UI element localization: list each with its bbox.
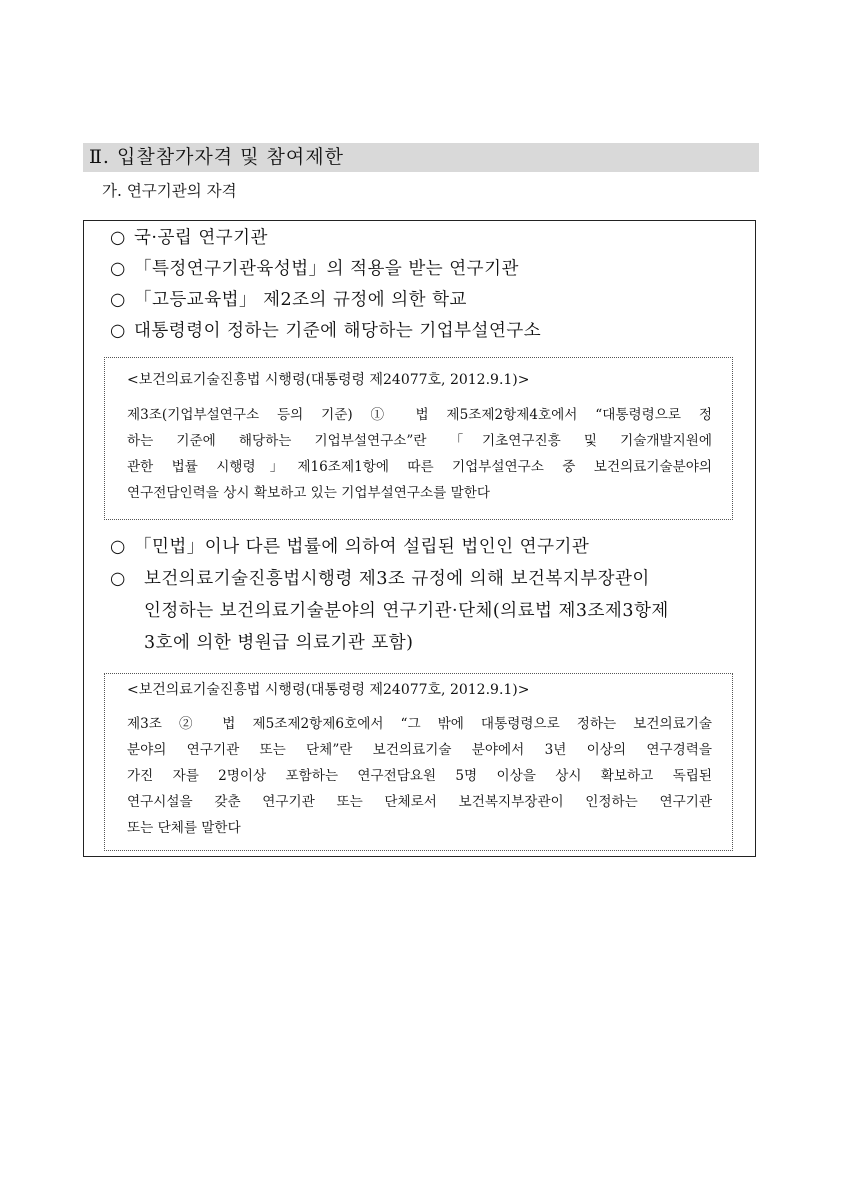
section-title: Ⅱ. 입찰참가자격 및 참여제한 <box>83 143 759 172</box>
circle-bullet-icon: ○ <box>110 537 126 557</box>
qualification-box <box>83 220 756 857</box>
circle-bullet-icon: ○ <box>110 321 126 341</box>
law-text-line: 분야의 연구기관 또는 단체”란 보건의료기술 분야에서 3년 이상의 연구경력을 <box>127 742 712 758</box>
sub-title: 가. 연구기관의 자격 <box>102 182 237 200</box>
law-heading: <보건의료기술진흥법 시행령(대통령령 제24077호, 2012.9.1)> <box>127 682 530 698</box>
list-item: ○ 「민법」이나 다른 법률에 의하여 설립된 법인인 연구기관 <box>110 532 589 562</box>
list-item-continuation: 인정하는 보건의료기술분야의 연구기관·단체(의료법 제3조제3항제 <box>144 601 669 621</box>
circle-bullet-icon: ○ <box>110 569 126 589</box>
list-item: ○ 「고등교육법」 제2조의 규정에 의한 학교 <box>110 285 467 315</box>
law-excerpt-box <box>104 673 733 851</box>
list-item: ○ 대통령령이 정하는 기준에 해당하는 기업부설연구소 <box>110 316 541 346</box>
circle-bullet-icon: ○ <box>110 259 126 279</box>
law-text-line: 가진 자를 2명이상 포함하는 연구전담요원 5명 이상을 상시 확보하고 독립된 <box>127 768 712 784</box>
law-text-line: 연구시설을 갖춘 연구기관 또는 단체로서 보건복지부장관이 인정하는 연구기관 <box>127 794 712 810</box>
law-text-line: 연구전담인력을 상시 확보하고 있는 기업부설연구소를 말한다 <box>127 485 491 501</box>
circle-bullet-icon: ○ <box>110 228 126 248</box>
list-item: ○ 보건의료기술진흥법시행령 제3조 규정에 의해 보건복지부장관이 <box>110 564 650 594</box>
circle-bullet-icon: ○ <box>110 290 126 310</box>
list-item-continuation: 3호에 의한 병원급 의료기관 포함) <box>144 633 414 653</box>
law-text-line: 관한 법률 시행령」제16조제1항에 따른 기업부설연구소 중 보건의료기술분야의 <box>127 459 712 475</box>
law-text-line: 제3조 ② 법 제5조제2항제6호에서 “그 밖에 대통령령으로 정하는 보건의료기술 <box>127 716 712 732</box>
law-excerpt-box <box>104 357 733 520</box>
law-heading: <보건의료기술진흥법 시행령(대통령령 제24077호, 2012.9.1)> <box>127 372 530 388</box>
law-text-line: 제3조(기업부설연구소 등의 기준) ① 법 제5조제2항제4호에서 “대통령령으로 정 <box>127 407 712 423</box>
law-text-line: 또는 단체를 말한다 <box>127 820 241 836</box>
list-item: ○ 「특정연구기관육성법」의 적용을 받는 연구기관 <box>110 254 519 284</box>
list-item: ○ 국·공립 연구기관 <box>110 223 268 253</box>
law-text-line: 하는 기준에 해당하는 기업부설연구소”란 「기초연구진흥 및 기술개발지원에 <box>127 433 712 449</box>
